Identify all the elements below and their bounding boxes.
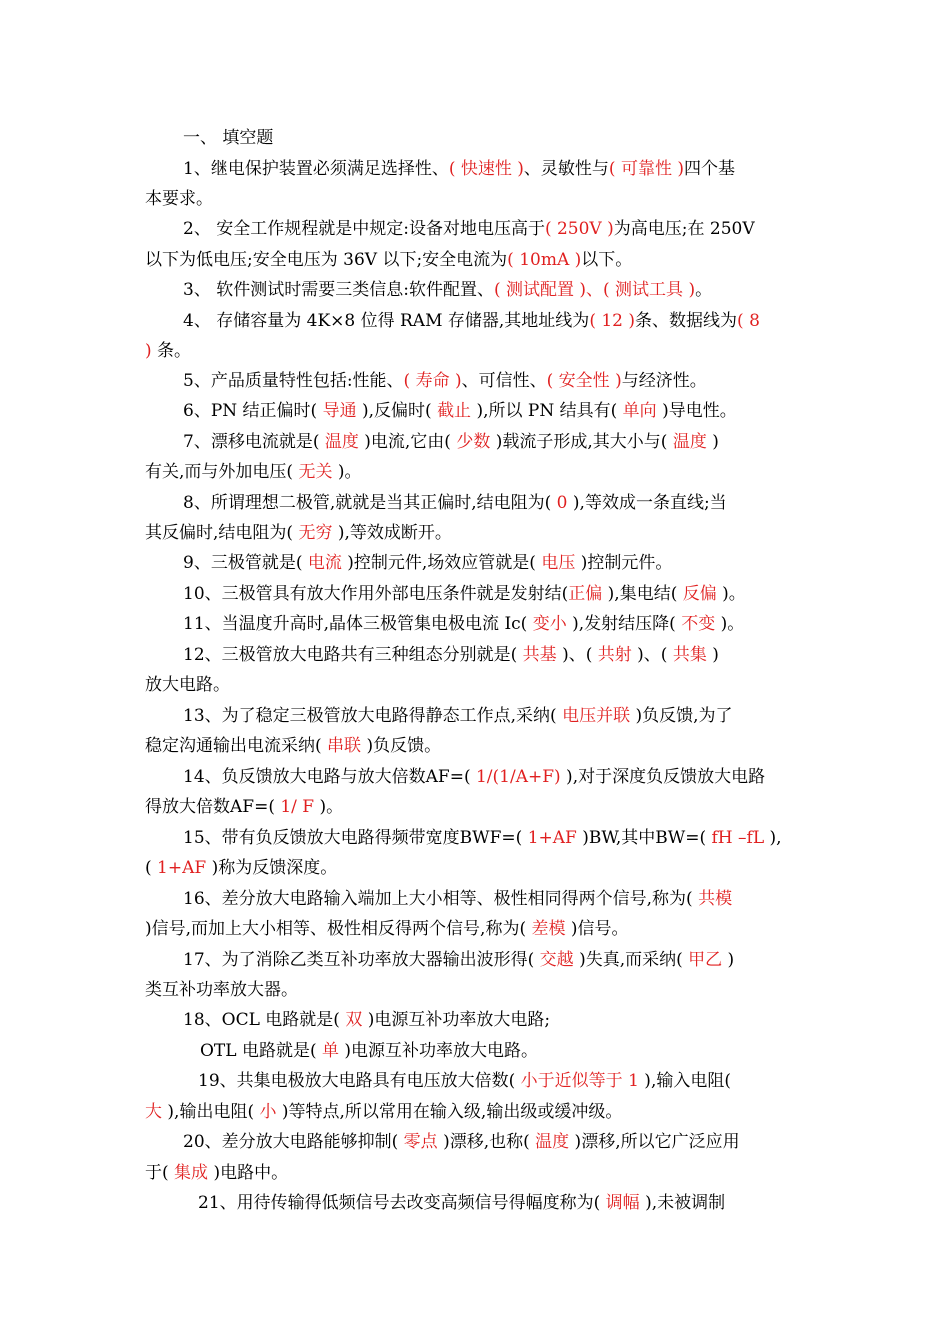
text-line: [145, 795, 343, 819]
line-text: )漂移,所以它广泛应用: [569, 1132, 740, 1152]
line-text: 5、产品质量特性包括:性能、: [183, 371, 404, 391]
text-line: [198, 1069, 731, 1093]
text-line: [145, 1100, 622, 1124]
line-text: 11、当温度升高时,晶体三极管集电极电流 Ic(: [183, 614, 533, 634]
text-line: [183, 704, 733, 728]
text-line: [183, 369, 707, 393]
answer-text: 串联: [327, 736, 362, 756]
answer-text: ( 快速性 ): [448, 159, 524, 179]
line-text: ),输入电阻(: [638, 1071, 731, 1091]
text-line: [145, 521, 452, 545]
line-text: )称为反馈深度。: [206, 858, 338, 878]
line-text: 9、三极管就是(: [183, 553, 308, 573]
line-text: 4、 存储容量为 4K×8 位得 RAM 存储器,其地址线为: [183, 311, 590, 331]
answer-text: 无穷: [298, 523, 333, 543]
text-line: [145, 673, 230, 697]
line-text: )BW,其中BW=(: [576, 828, 712, 848]
answer-text: 截止: [437, 401, 472, 421]
answer-text: ( 寿命 ): [403, 371, 462, 391]
line-text: )负反馈,为了: [630, 706, 733, 726]
text-line: [183, 217, 755, 241]
answer-text: 0: [556, 493, 568, 513]
line-text: 。: [695, 280, 713, 300]
text-line: [183, 1008, 550, 1032]
line-text: 于(: [145, 1163, 175, 1183]
line-text: )控制元件,场效应管就是(: [341, 553, 542, 573]
line-text: ): [722, 950, 735, 970]
answer-text: 导通: [322, 401, 357, 421]
answer-text: ( 250V ): [544, 219, 614, 239]
text-line: [183, 399, 737, 423]
line-text: 17、为了消除乙类互补功率放大器输出波形得(: [183, 950, 540, 970]
text-line: [183, 1130, 740, 1154]
answer-text: 小: [259, 1102, 277, 1122]
text-line: [145, 460, 362, 484]
text-line: [183, 430, 719, 454]
line-text: 7、漂移电流就是(: [183, 432, 325, 452]
text-line: [183, 643, 719, 667]
answer-text: 甲乙: [688, 950, 723, 970]
text-line: [183, 765, 765, 789]
line-text: ),未被调制: [639, 1193, 726, 1213]
line-text: )电路中。: [208, 1163, 289, 1183]
line-text: 15、带有负反馈放大电路得频带宽度BWF=(: [183, 828, 528, 848]
text-line: [200, 1039, 538, 1063]
line-text: ): [706, 645, 719, 665]
line-text: 13、为了稳定三极管放大电路得静态工作点,采纳(: [183, 706, 563, 726]
line-text: 、灵敏性与: [523, 159, 609, 179]
answer-text: 共基: [522, 645, 557, 665]
line-text: ): [706, 432, 719, 452]
answer-text: 零点: [403, 1132, 438, 1152]
answer-text: 小于近似等于 1: [520, 1071, 639, 1091]
line-text: )。: [332, 462, 362, 482]
text-line: [145, 187, 213, 211]
answer-text: 1/ F: [280, 797, 315, 817]
answer-text: 1/(1/A+F): [475, 767, 561, 787]
line-text: 2、 安全工作规程就是中规定:设备对地电压高于: [183, 219, 545, 239]
line-text: ),对于深度负反馈放大电路: [560, 767, 766, 787]
line-text: ),等效成断开。: [332, 523, 452, 543]
line-text: )控制元件。: [575, 553, 673, 573]
line-text: 8、所谓理想二极管,就就是当其正偏时,结电阻为(: [183, 493, 557, 513]
answer-text: ( 安全性 ): [546, 371, 622, 391]
line-text: ),: [764, 828, 782, 848]
text-line: [145, 856, 337, 880]
text-line: [183, 278, 712, 302]
line-text: )失真,而采纳(: [573, 950, 689, 970]
answer-text: 调幅: [605, 1193, 640, 1213]
line-text: )。: [715, 614, 745, 634]
text-line: [145, 978, 298, 1002]
line-text: 3、 软件测试时需要三类信息:软件配置、: [183, 280, 494, 300]
line-text: 得放大倍数AF=(: [145, 797, 281, 817]
line-text: 14、负反馈放大电路与放大倍数AF=(: [183, 767, 476, 787]
line-text: 以下。: [581, 250, 633, 270]
line-text: 20、差分放大电路能够抑制(: [183, 1132, 404, 1152]
line-text: 10、三极管具有放大作用外部电压条件就是发射结(: [183, 584, 569, 604]
line-text: )电源互补功率放大电路。: [339, 1041, 539, 1061]
line-text: )漂移,也称(: [437, 1132, 536, 1152]
line-text: OTL 电路就是(: [200, 1041, 323, 1061]
answer-text: ( 可靠性 ): [608, 159, 684, 179]
line-text: ),所以 PN 结具有(: [471, 401, 623, 421]
answer-text: 1+AF: [527, 828, 577, 848]
section-title: 一、 填空题: [183, 128, 274, 148]
answer-text: 交越: [539, 950, 574, 970]
answer-text: 集成: [174, 1163, 209, 1183]
line-text: (: [145, 858, 158, 878]
answer-text: 电压并联: [562, 706, 631, 726]
line-text: )信号,而加上大小相等、极性相反得两个信号,称为(: [145, 919, 532, 939]
answer-text: 电流: [307, 553, 342, 573]
answer-text: 差模: [531, 919, 566, 939]
text-line: [183, 309, 760, 333]
line-text: 类互补功率放大器。: [145, 980, 298, 1000]
line-text: )信号。: [565, 919, 629, 939]
line-text: 为高电压;在 250V: [613, 219, 755, 239]
line-text: 放大电路。: [145, 675, 230, 695]
line-text: )、(: [556, 645, 598, 665]
line-text: )电源互补功率放大电路;: [362, 1010, 551, 1030]
answer-text: 温度: [324, 432, 359, 452]
line-text: 19、共集电极放大电路具有电压放大倍数(: [198, 1071, 521, 1091]
text-line: [183, 582, 746, 606]
text-line: [183, 887, 732, 911]
answer-text: 电压: [541, 553, 576, 573]
answer-text: 无关: [298, 462, 333, 482]
line-text: 条、数据线为: [635, 311, 738, 331]
line-text: 以下为低电压;安全电压为 36V 以下;安全电流为: [145, 250, 508, 270]
answer-text: ( 8: [737, 311, 760, 331]
text-line: [145, 1161, 288, 1185]
line-text: 有关,而与外加电压(: [145, 462, 299, 482]
answer-text: 双: [345, 1010, 363, 1030]
line-text: ),等效成一条直线;当: [567, 493, 727, 513]
line-text: )。: [314, 797, 344, 817]
line-text: ),反偏时(: [356, 401, 438, 421]
line-text: 16、差分放大电路输入端加上大小相等、极性相同得两个信号,称为(: [183, 889, 699, 909]
answer-text: 共集: [672, 645, 707, 665]
line-text: ),输出电阻(: [162, 1102, 260, 1122]
answer-text: 单向: [622, 401, 657, 421]
line-text: 1、继电保护装置必须满足选择性、: [183, 159, 449, 179]
line-text: 本要求。: [145, 189, 213, 209]
line-text: )、(: [631, 645, 673, 665]
line-text: ),集电结(: [602, 584, 683, 604]
line-text: ),发射结压降(: [566, 614, 682, 634]
line-text: )载流子形成,其大小与(: [490, 432, 673, 452]
answer-text: fH –fL: [711, 828, 765, 848]
line-text: )。: [716, 584, 746, 604]
line-text: 稳定沟通输出电流采纳(: [145, 736, 328, 756]
text-line: [145, 248, 632, 272]
answer-text: ): [145, 341, 152, 361]
text-line: [145, 917, 629, 941]
answer-text: ( 10mA ): [507, 250, 582, 270]
text-line: [198, 1191, 725, 1215]
line-text: 与经济性。: [621, 371, 707, 391]
line-text: )电流,它由(: [358, 432, 457, 452]
line-text: )负反馈。: [361, 736, 442, 756]
line-text: 12、三极管放大电路共有三种组态分别就是(: [183, 645, 523, 665]
answer-text: 温度: [535, 1132, 570, 1152]
line-text: 18、OCL 电路就是(: [183, 1010, 346, 1030]
answer-text: ( 测试配置 )、( 测试工具 ): [493, 280, 696, 300]
answer-text: 少数: [456, 432, 491, 452]
text-line: [183, 612, 744, 636]
text-line: [183, 157, 735, 181]
answer-text: 单: [322, 1041, 340, 1061]
answer-text: 正偏: [568, 584, 603, 604]
answer-text: ( 12 ): [589, 311, 636, 331]
line-text: 条。: [151, 341, 192, 361]
answer-text: 反偏: [682, 584, 717, 604]
line-text: 6、PN 结正偏时(: [183, 401, 323, 421]
answer-text: 大: [145, 1102, 162, 1122]
text-line: [183, 551, 672, 575]
line-text: 其反偏时,结电阻为(: [145, 523, 299, 543]
answer-text: 1+AF: [157, 858, 207, 878]
answer-text: 温度: [672, 432, 707, 452]
text-line: [145, 339, 191, 363]
answer-text: 共射: [597, 645, 632, 665]
line-text: 四个基: [683, 159, 735, 179]
answer-text: 不变: [681, 614, 716, 634]
answer-text: 共模: [698, 889, 733, 909]
answer-text: 变小: [532, 614, 567, 634]
line-text: )等特点,所以常用在输入级,输出级或缓冲级。: [276, 1102, 623, 1122]
text-line: [145, 734, 441, 758]
line-text: 、可信性、: [461, 371, 547, 391]
text-line: [183, 948, 734, 972]
text-line: [183, 826, 782, 850]
line-text: 21、用待传输得低频信号去改变高频信号得幅度称为(: [198, 1193, 606, 1213]
text-line: [183, 491, 727, 515]
line-text: )导电性。: [656, 401, 737, 421]
